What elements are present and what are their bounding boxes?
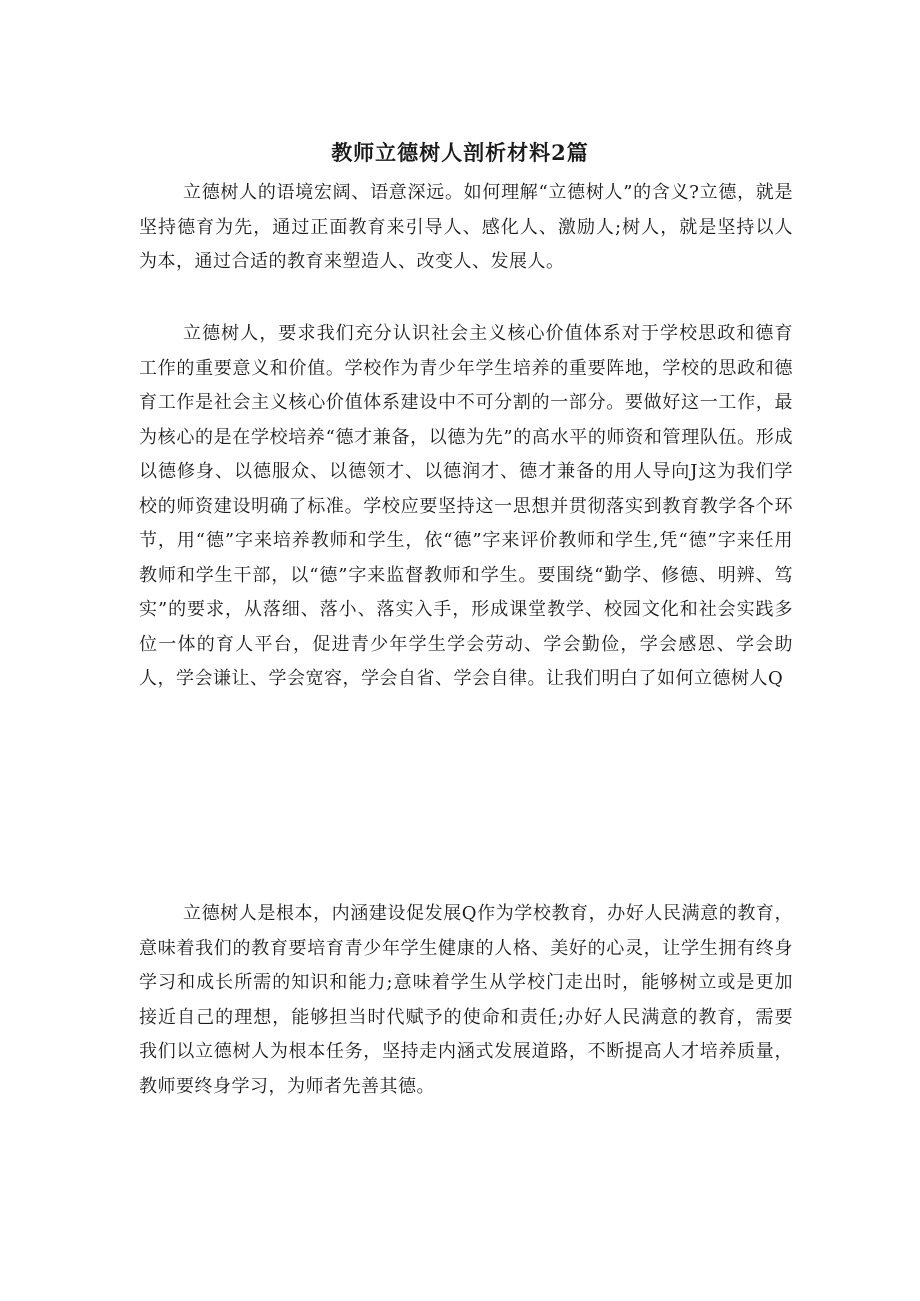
- paragraph-3: 立德树人是根本，内涵建设促发展Q作为学校教育，办好人民满意的教育，意味着我们的教育要培育青少年学生健康的人格、美好的心灵，让学生拥有终身学习和成长所需的知识和能力;意味着学生从学校门走出时，能够树立或是更加接近自己的理想，能够担当时代赋予的使命和责任;办好人民满意的教育，需要我们以立德树人为根本任务，坚持走内涵式发展道路，不断提高人才培养质量，教师要终身学习，为师者先善其德。: [139, 903, 793, 1097]
- paragraph-2: 立德树人，要求我们充分认识社会主义核心价值体系对于学校思政和德育工作的重要意义和价值。学校作为青少年学生培养的重要阵地，学校的思政和德育工作是社会主义核心价值体系建设中不可分割的一部分。要做好这一工作，最为核心的是在学校培养“德才兼备，以德为先”的高水平的师资和管理队伍。形成以德修身、以德服众、以德领才、以德润才、德才兼备的用人导向J这为我们学校的师资建设明确了标准。学校应要坚持这一思想并贯彻落实到教育教学各个环节，用“德”字来培养教师和学生，依“德”字来评价教师和学生,凭“德”字来任用教师和学生干部，以“德”字来监督教师和学生。要围绕“勤学、修德、明辨、笃实”的要求，从落细、落小、落实入手，形成课堂教学、校园文化和社会实践多位一体的育人平台，促进青少年学生学会劳动、学会勤俭，学会感恩、学会助人，学会谦让、学会宽容，学会自省、学会自律。让我们明白了如何立德树人Q: [139, 323, 793, 689]
- document-title: 教师立德树人剖析材料2篇: [331, 140, 589, 166]
- paragraph-1: 立德树人的语境宏阔、语意深远。如何理解“立德树人”的含义?立德，就是坚持德育为先，通过正面教育来引导人、感化人、激励人;树人，就是坚持以人为本，通过合适的教育来塑造人、改变人、发展人。: [139, 182, 793, 272]
